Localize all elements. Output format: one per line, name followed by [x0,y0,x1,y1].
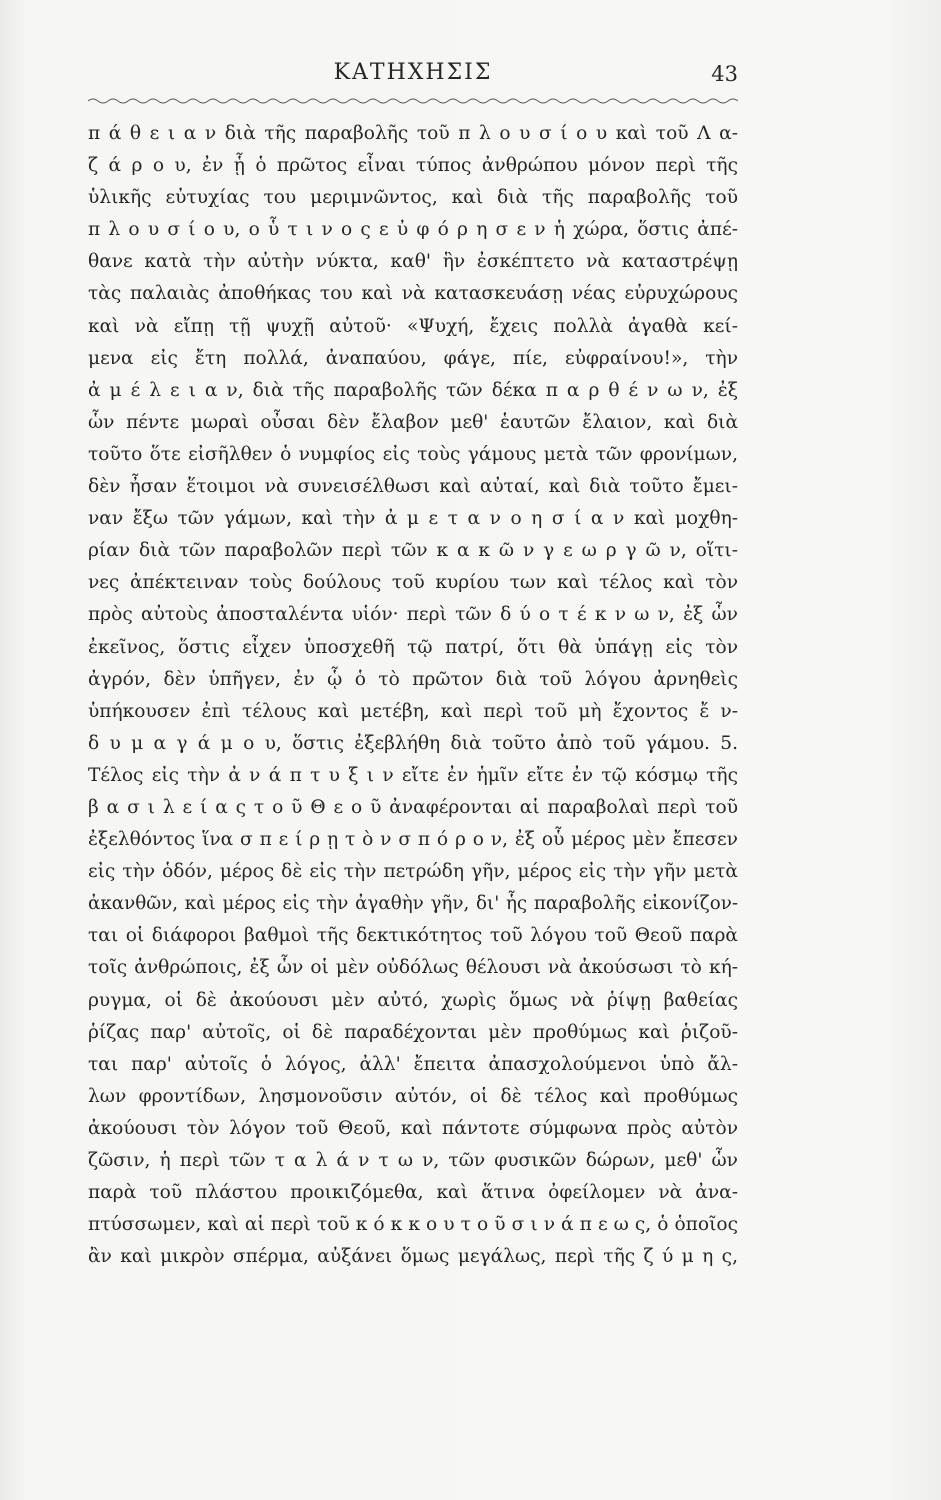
text-line: μενα εἰς ἔτη πολλά, ἀναπαύου, φάγε, πίε, εὐφραίνου!», τὴν [88,347,738,369]
text-line: πρὸς αὐτοὺς ἀποσταλέντα υἱόν· περὶ τῶν δ ύ ο τ έ κ ν ω ν, ἐξ ὧν [88,604,738,626]
text-line: τοῦτο ὅτε εἰσῆλθεν ὁ νυμφίος εἰς τοὺς γάμους μετὰ τῶν φρονίμων, [88,443,738,465]
text-line: ται παρ' αὐτοῖς ὁ λόγος, ἀλλ' ἔπειτα ἀπασχολούμενοι ὑπὸ ἄλ- [88,1053,738,1075]
text-line: πτύσσωμεν, καὶ αἱ περὶ τοῦ κ ό κ κ ο υ τ ο ῦ σ ι ν ά π ε ω ς, ὁ ὁποῖος [88,1214,738,1236]
text-line: θανε κατὰ τὴν αὐτὴν νύκτα, καθ' ἣν ἐσκέπτετο νὰ καταστρέψῃ [88,251,738,273]
page-number: 43 [711,62,738,86]
text-line: Τέλος εἰς τὴν ἀ ν ά π τ υ ξ ι ν εἴτε ἐν ἡμῖν εἴτε ἐν τῷ κόσμῳ τῆς [88,764,738,786]
page-title: ΚΑΤΗΧΗΣΙΣ [333,60,493,85]
text-line: ἐκεῖνος, ὅστις εἶχεν ὑποσχεθῆ τῷ πατρί, ὅτι θὰ ὑπάγῃ εἰς τὸν [88,636,738,658]
text-line: ἀ μ έ λ ε ι α ν, διὰ τῆς παραβολῆς τῶν δέκα π α ρ θ έ ν ω ν, ἐξ [88,379,738,401]
body-text [88,118,738,1273]
text-line: β α σ ι λ ε ί α ς τ ο ῦ Θ ε ο ῦ ἀναφέρονται αἱ παραβολαὶ περὶ τοῦ [88,796,738,818]
text-line: ρυγμα, οἱ δὲ ἀκούουσι μὲν αὐτό, χωρὶς ὅμως νὰ ῥίψῃ βαθείας [88,989,738,1011]
text-line: λων φροντίδων, λησμονοῦσιν αὐτόν, οἱ δὲ τέλος καὶ προθύμως [88,1085,738,1107]
header-ornamental-rule [88,94,738,108]
text-line: ἀκανθῶν, καὶ μέρος εἰς τὴν ἀγαθὴν γῆν, δι' ἧς παραβολῆς εἰκονίζον- [88,893,738,915]
text-line: ῥίζας παρ' αὐτοῖς, οἱ δὲ παραδέχονται μὲν προθύμως καὶ ῥιζοῦ- [88,1021,738,1043]
text-line: ἂν καὶ μικρὸν σπέρμα, αὐξάνει ὅμως μεγάλως, περὶ τῆς ζ ύ μ η ς, [88,1246,738,1268]
text-line: δὲν ἦσαν ἕτοιμοι νὰ συνεισέλθωσι καὶ αὐταί, καὶ διὰ τοῦτο ἔμει- [88,476,738,498]
text-line: π ά θ ε ι α ν διὰ τῆς παραβολῆς τοῦ π λ ο υ σ ί ο υ καὶ τοῦ Λ α- [88,123,738,144]
text-line: ἀγρόν, δὲν ὑπῆγεν, ἐν ᾧ ὁ τὸ πρῶτον διὰ τοῦ λόγου ἀρνηθεὶς [88,668,738,690]
text-line: ὧν πέντε μωραὶ οὖσαι δὲν ἔλαβον μεθ' ἑαυτῶν ἔλαιον, καὶ διὰ [88,411,738,433]
text-line: ζ ά ρ ο υ, ἐν ᾗ ὁ πρῶτος εἶναι τύπος ἀνθρώπου μόνον περὶ τῆς [88,155,738,177]
text-line: ὑλικῆς εὐτυχίας του μεριμνῶντος, καὶ διὰ τῆς παραβολῆς τοῦ [88,187,738,209]
running-header [88,58,738,98]
text-line: ρίαν διὰ τῶν παραβολῶν περὶ τῶν κ α κ ῶ ν γ ε ω ρ γ ῶ ν, οἵτι- [88,540,738,562]
text-line: παρὰ τοῦ πλάστου προικιζόμεθα, καὶ ἅτινα ὀφείλομεν νὰ ἀνα- [88,1182,738,1204]
text-line: ζῶσιν, ἡ περὶ τῶν τ α λ ά ν τ ω ν, τῶν φυσικῶν δώρων, μεθ' ὧν [88,1150,738,1171]
text-line: καὶ νὰ εἴπῃ τῇ ψυχῇ αὐτοῦ· «Ψυχή, ἔχεις πολλὰ ἀγαθὰ κεί- [88,315,738,337]
text-line: ὑπήκουσεν ἐπὶ τέλους καὶ μετέβη, καὶ περὶ τοῦ μὴ ἔχοντος ἔ ν- [88,700,738,722]
text-line: ἐξελθόντος ἵνα σ π ε ί ρ ῃ τ ὸ ν σ π ό ρ ο ν, ἐξ οὗ μέρος μὲν ἔπεσεν [88,829,738,851]
text-line: δ υ μ α γ ά μ ο υ, ὅστις ἐξεβλήθη διὰ τοῦτο ἀπὸ τοῦ γάμου. 5. [88,732,738,754]
text-line: τοῖς ἀνθρώποις, ἐξ ὧν οἱ μὲν οὐδόλως θέλουσι νὰ ἀκούσωσι τὸ κή- [88,957,738,979]
text-line: νες ἀπέκτειναν τοὺς δούλους τοῦ κυρίου των καὶ τέλος καὶ τὸν [88,572,738,594]
text-line: π λ ο υ σ ί ο υ, ο ὗ τ ι ν ο ς ε ὐ φ ό ρ η σ ε ν ἡ χώρα, ὅστις ἀπέ- [88,219,738,241]
text-line: ναν ἔξω τῶν γάμων, καὶ τὴν ἀ μ ε τ α ν ο η σ ί α ν καὶ μοχθη- [88,508,738,530]
text-line: ται οἱ διάφοροι βαθμοὶ τῆς δεκτικότητος τοῦ λόγου τοῦ Θεοῦ παρὰ [88,925,738,947]
text-line: εἰς τὴν ὁδόν, μέρος δὲ εἰς τὴν πετρώδη γῆν, μέρος εἰς τὴν γῆν μετὰ [88,861,738,883]
text-line: ἀκούουσι τὸν λόγον τοῦ Θεοῦ, καὶ πάντοτε σύμφωνα πρὸς αὐτὸν [88,1117,738,1139]
text-line: τὰς παλαιὰς ἀποθήκας του καὶ νὰ κατασκευάσῃ νέας εὐρυχώρους [88,283,738,305]
